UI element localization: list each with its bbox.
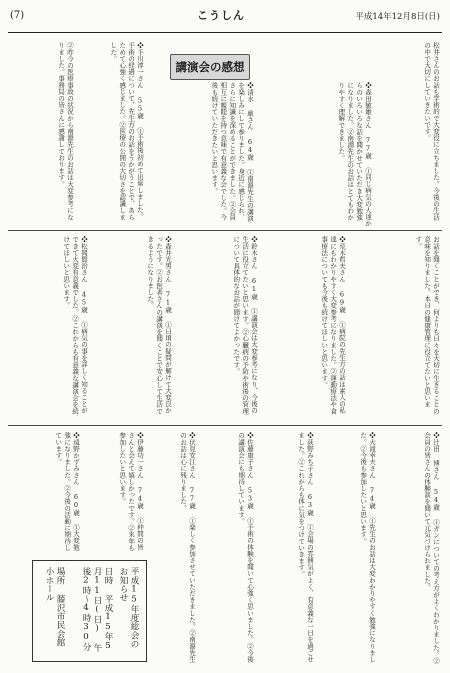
newsletter-title: こうしん bbox=[197, 9, 245, 22]
notice-heading: 平成15年度総会のお知らせ bbox=[118, 567, 139, 649]
column-top-5: ②昨今の医療事故の状況から南淵先生のお話は大変参考になりました。事務局の皆さんに感謝しております。 bbox=[57, 42, 74, 221]
column-middle-3: ❖鈴木さん 61歳 ①講演会は大変参考になり、今後の生活に役立てたいと思います。②心臓病の予防や術後の管理について具体的なお話が聞けてよかったです。 bbox=[232, 236, 258, 415]
column-bottom-7: ❖遠野かずみさん 60歳 ①大変勉強になりました。②今後の活動に期待しています。 bbox=[54, 432, 80, 551]
meeting-notice-box bbox=[32, 560, 147, 662]
issue-date: 平成14年12月8日(日) bbox=[355, 12, 440, 22]
notice-datetime: 日時 平成15年5月11日(日) 午後2時～4時30分 bbox=[81, 567, 113, 653]
column-bottom-5: ❖伏見安江さん 77歳 ①楽しく参加させていただきました。②南淵先生のお話は心に残りました。 bbox=[179, 432, 196, 663]
section-divider-2 bbox=[8, 425, 442, 426]
column-middle-5: ❖松岡賢治さん 45歳 ①病気の事を詳しく知ることができて大変有意義でした。②これからも有意義な講演会を続けてほしいと思います。 bbox=[62, 236, 88, 415]
column-top-4: ❖手川淳一さん 55歳 ①手術後初めて出席しました。手術の経過について、先生方のお話をうかがうことで、あらためて心強く感じました。②医療の公開の大切さを認識しました。 bbox=[109, 42, 144, 221]
column-bottom-1: ❖辻田 博さん 54歳 ①ガンについての考え方がよくわかりました。②会員の皆さんの体験談を聞いて元気づけられました。 bbox=[423, 432, 440, 664]
article-title: 講演会の感想 bbox=[175, 60, 245, 74]
column-top-2: ❖森田敏雄さん 77歳 ①同じ病気の人達からのいろいろな話を聞かせていただき大変勉強になりました。②南淵先生のお話はとてもわかりやすく理解できました。 bbox=[337, 82, 372, 227]
column-bottom-6: ❖伊藤功一さん 74歳 ①仲間の皆さんと会えて嬉しかったです。②来年も参加したいと思います。 bbox=[118, 432, 144, 551]
column-bottom-3: ❖荻野みち子さん 63歳 ①会場の雰囲気がよく、有意義な一日を過ごせました。②これからも体に気をつけていきます。 bbox=[297, 432, 314, 663]
column-middle-4: ❖森井光男さん 71歳 ①日頃の疑問が解けて大変良かったです。②お医者さんの講演を聞くことで安心して生活できるようになりました。 bbox=[146, 236, 172, 415]
page-number: (7) bbox=[10, 10, 25, 21]
column-middle-2: ❖荒木哲夫さん 69歳 ①病院の先生方の話は素人の私達にもわかりやすく大変参考になりました。②運動療法や食事療法についても今後も続けてほしいと思います。 bbox=[320, 236, 346, 415]
column-top-1: 松井さんのお話も学術的で大変役に立ちました。今後の生活の中で大切にしていきたいです。 bbox=[423, 42, 440, 221]
column-middle-1: お話を聞くことができ、何よりも日々を大切に生きることの意味を知りました。本日の健康管理に役立てたいと思います。 bbox=[414, 236, 440, 415]
section-divider-1 bbox=[8, 230, 442, 231]
notice-place: 場所 藤沢市民会館小ホール bbox=[44, 567, 65, 647]
column-top-3: ❖清水 厳さん 64歳 ①南淵先生の講演を楽しみにして参りました。身近に感じられ、さらに知識を深めることができました。②会員相互に親睦を持つ意味で有意義な会でした。今後も続けていただきたいと思います。 bbox=[210, 82, 254, 222]
column-bottom-2: ❖大滝幸夫さん 74歳 ①先生のお話は大変わかりやすく勉強になりました。②今後も参加したいと思います。 bbox=[359, 432, 376, 663]
article-title-box bbox=[170, 54, 250, 80]
column-bottom-4: ❖佐藤康子さん 53歳 ①手術の体験を聞いて心強く思いました。②今後の講演会にも期待しています。 bbox=[237, 432, 254, 663]
